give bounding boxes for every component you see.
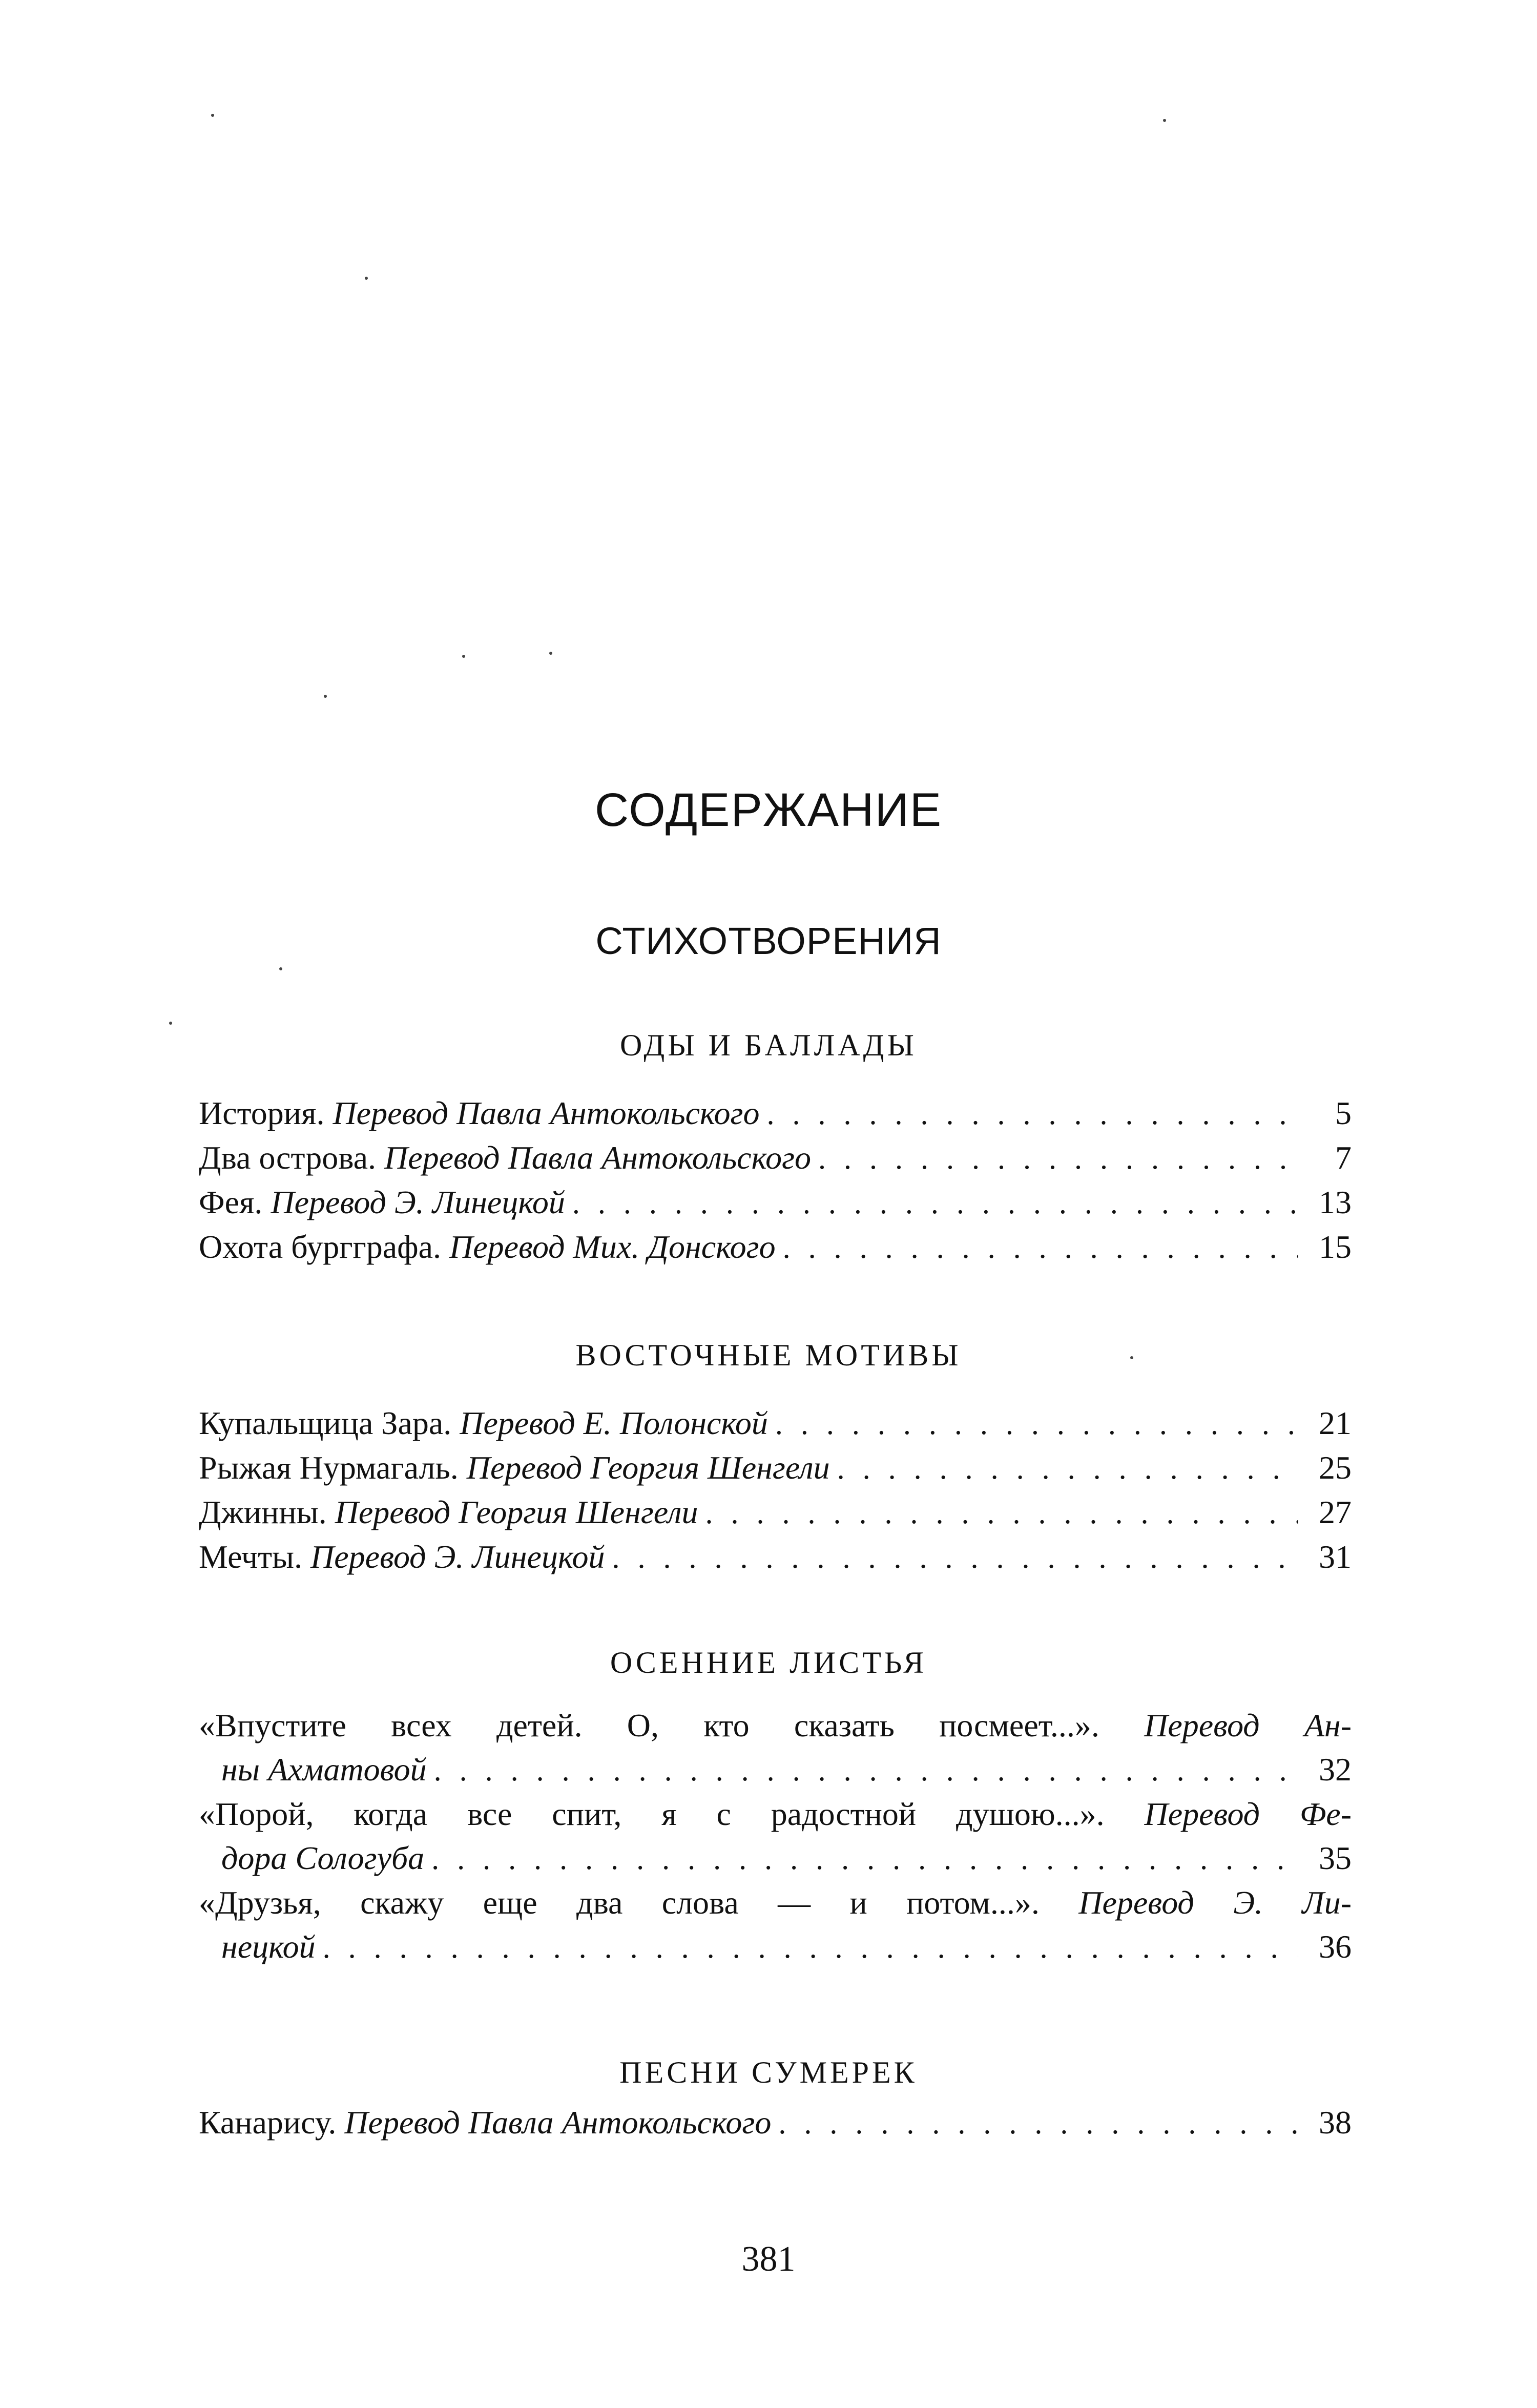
entry-translator: Перевод Е. Полонской — [460, 1405, 768, 1441]
toc-entry[interactable] — [199, 1136, 1352, 1180]
entry-page: 13 — [1319, 1184, 1352, 1220]
toc-entry-line[interactable] — [199, 1881, 1352, 1925]
toc-entry-line[interactable] — [199, 1792, 1352, 1836]
page-title: СОДЕРЖАНИЕ — [594, 784, 943, 836]
entry-title: Купальщица Зара. — [199, 1405, 452, 1441]
toc-entry[interactable] — [199, 1446, 1352, 1490]
dot-leader — [323, 1925, 1298, 1969]
toc-entry-continuation[interactable] — [199, 1925, 1352, 1969]
dot-leader — [572, 1181, 1298, 1225]
section-heading: ПЕСНИ СУМЕРЕК — [619, 2056, 918, 2089]
dot-leader — [434, 1748, 1298, 1792]
dot-leader — [783, 1226, 1298, 1270]
toc-entry[interactable] — [199, 1490, 1352, 1535]
entry-title: Рыжая Нурмагаль. — [199, 1449, 459, 1486]
toc-entry[interactable] — [199, 2101, 1352, 2145]
scan-speck — [279, 967, 282, 970]
scan-speck — [1163, 119, 1166, 122]
entry-page: 15 — [1319, 1229, 1352, 1265]
entry-page: 7 — [1335, 1139, 1352, 1176]
entry-title: Охота бургграфа. — [199, 1229, 441, 1265]
entry-translator: Перевод Павла Антокольского — [384, 1139, 812, 1176]
entry-page: 31 — [1319, 1539, 1352, 1575]
toc-entry-continuation[interactable] — [199, 1836, 1352, 1881]
toc-list — [199, 1704, 1352, 1969]
dot-leader — [778, 2101, 1298, 2145]
entry-page: 5 — [1335, 1095, 1352, 1131]
entry-title: Два острова. — [199, 1139, 376, 1176]
entry-translator: Перевод Э. Линецкой — [271, 1184, 565, 1220]
scan-speck — [324, 695, 327, 698]
dot-leader — [837, 1446, 1298, 1490]
entry-page: 36 — [1319, 1928, 1352, 1965]
entry-translator: Перевод Павла Антокольского — [333, 1095, 760, 1131]
section-heading: ОСЕННИЕ ЛИСТЬЯ — [610, 1646, 927, 1679]
entry-translator: нецкой — [221, 1928, 316, 1965]
entry-translator: ны Ахматовой — [221, 1751, 427, 1788]
section-heading: ОДЫ И БАЛЛАДЫ — [620, 1028, 917, 1062]
entry-title: Канарису. — [199, 2104, 337, 2141]
toc-list — [199, 2101, 1352, 2145]
entry-page: 32 — [1319, 1751, 1352, 1788]
dot-leader — [431, 1837, 1298, 1881]
entry-page: 27 — [1319, 1494, 1352, 1530]
entry-title: «Порой, когда все спит, я с радостной душою...». — [199, 1796, 1105, 1832]
scan-speck — [365, 277, 368, 280]
scan-speck — [211, 114, 214, 117]
toc-entry[interactable] — [199, 1091, 1352, 1136]
dot-leader — [775, 1402, 1298, 1446]
scan-speck — [169, 1022, 172, 1025]
entry-translator: Перевод Фе- — [1144, 1796, 1352, 1832]
toc-list — [199, 1091, 1352, 1270]
toc-entry[interactable] — [199, 1401, 1352, 1446]
toc-list — [199, 1401, 1352, 1580]
dot-leader — [767, 1092, 1299, 1136]
entry-page: 35 — [1319, 1840, 1352, 1876]
entry-translator: Перевод Павла Антокольского — [344, 2104, 772, 2141]
entry-translator: Перевод Ан- — [1144, 1707, 1352, 1743]
entry-title: «Впустите всех детей. О, кто сказать посмеет...». — [199, 1707, 1099, 1743]
entry-title: Джинны. — [199, 1494, 327, 1530]
toc-entry[interactable] — [199, 1535, 1352, 1580]
entry-page: 21 — [1319, 1405, 1352, 1441]
entry-translator: Перевод Э. Ли- — [1078, 1884, 1352, 1921]
dot-leader — [612, 1535, 1298, 1580]
entry-translator: Перевод Георгия Шенгели — [466, 1449, 830, 1486]
entry-translator: Перевод Мих. Донского — [449, 1229, 776, 1265]
entry-title: Фея. — [199, 1184, 263, 1220]
entry-page: 25 — [1319, 1449, 1352, 1486]
toc-entry-line[interactable] — [199, 1704, 1352, 1748]
toc-entry[interactable] — [199, 1225, 1352, 1270]
entry-translator: дора Сологуба — [221, 1840, 425, 1876]
dot-leader — [705, 1491, 1299, 1535]
scan-speck — [549, 652, 552, 655]
entry-title: Мечты. — [199, 1539, 303, 1575]
dot-leader — [818, 1136, 1298, 1180]
section-heading: ВОСТОЧНЫЕ МОТИВЫ — [575, 1338, 962, 1372]
entry-translator: Перевод Э. Линецкой — [310, 1539, 605, 1575]
toc-entry[interactable] — [199, 1180, 1352, 1225]
entry-page: 38 — [1319, 2104, 1352, 2141]
entry-title: История. — [199, 1095, 325, 1131]
scan-speck — [462, 655, 465, 658]
entry-translator: Перевод Георгия Шенгели — [335, 1494, 698, 1530]
part-heading: СТИХОТВОРЕНИЯ — [595, 920, 942, 962]
page-number: 381 — [741, 2239, 796, 2279]
entry-title: «Друзья, скажу еще два слова — и потом...». — [199, 1884, 1040, 1921]
toc-entry-continuation[interactable] — [199, 1748, 1352, 1792]
